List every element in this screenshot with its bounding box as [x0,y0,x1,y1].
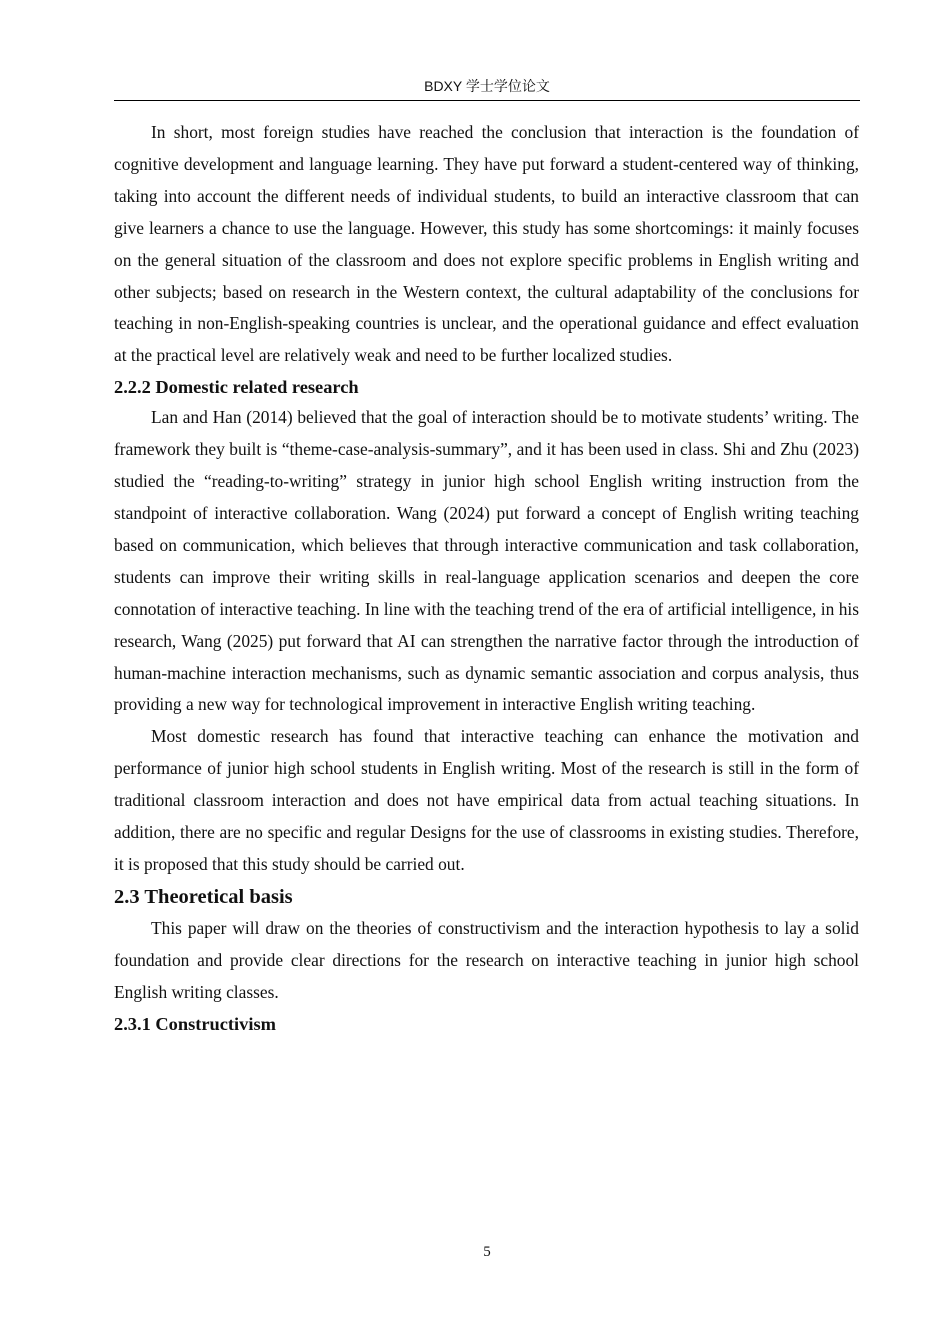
header-rule [114,100,860,101]
running-header: BDXY 学士学位论文 [424,78,550,94]
heading-2-3: 2.3 Theoretical basis [114,885,293,908]
paragraph-foreign-studies-summary: In short, most foreign studies have reached the conclusion that interaction is the foundation of cognitive development and language learning. They have put forward a student-centered way of thinking, taking into account the different needs of individual students, to build an interactive classroom that can give learners a chance to use the language. However, this study has some shortcomings: it mainly focuses on the general situation of the classroom and does not explore specific problems in English writing and other subjects; based on research in the Western context, the cultural adaptability of the conclusions for teaching in non-English-speaking countries is unclear, and the operational guidance and effect evaluation at the practical level are relatively weak and need to be further localized studies. [114,122,859,366]
page-number: 5 [483,1244,491,1260]
heading-2-3-1: 2.3.1 Constructivism [114,1013,276,1034]
page-body [114,117,859,1039]
paragraph-domestic-research-2: Most domestic research has found that interactive teaching can enhance the motivation and performance of junior high school students in English writing. Most of the research is still in the form of traditional classroom interaction and does not have empirical data from actual teaching situations. In addition, there are no specific and regular Designs for the use of classrooms in existing studies. Therefore, it is proposed that this study should be carried out. [114,726,859,874]
heading-2-2-2: 2.2.2 Domestic related research [114,377,359,398]
paragraph-domestic-research-1: Lan and Han (2014) believed that the goal of interaction should be to motivate students’ writing. The framework they built is “theme-case-analysis-summary”, and it has been used in class. Shi and Zhu (2023) studied the “reading-to-writing” strategy in junior high school English writing instruction from the standpoint of interactive collaboration. Wang (2024) put forward a concept of English writing teaching based on communication, which believes that through interactive communication and task collaboration, students can improve their writing skills in real-language application scenarios and deepen the core connotation of interactive teaching. In line with the teaching trend of the era of artificial intelligence, in his research, Wang (2025) put forward that AI can strengthen the narrative factor through the introduction of human-machine interaction mechanisms, such as dynamic semantic association and corpus analysis, thus providing a new way for technological improvement in interactive English writing teaching. [114,407,859,715]
paragraph-theoretical-basis-intro: This paper will draw on the theories of constructivism and the interaction hypothesis to lay a solid foundation and provide clear directions for the research on interactive teaching in junior high school English writing classes. [114,917,859,1002]
